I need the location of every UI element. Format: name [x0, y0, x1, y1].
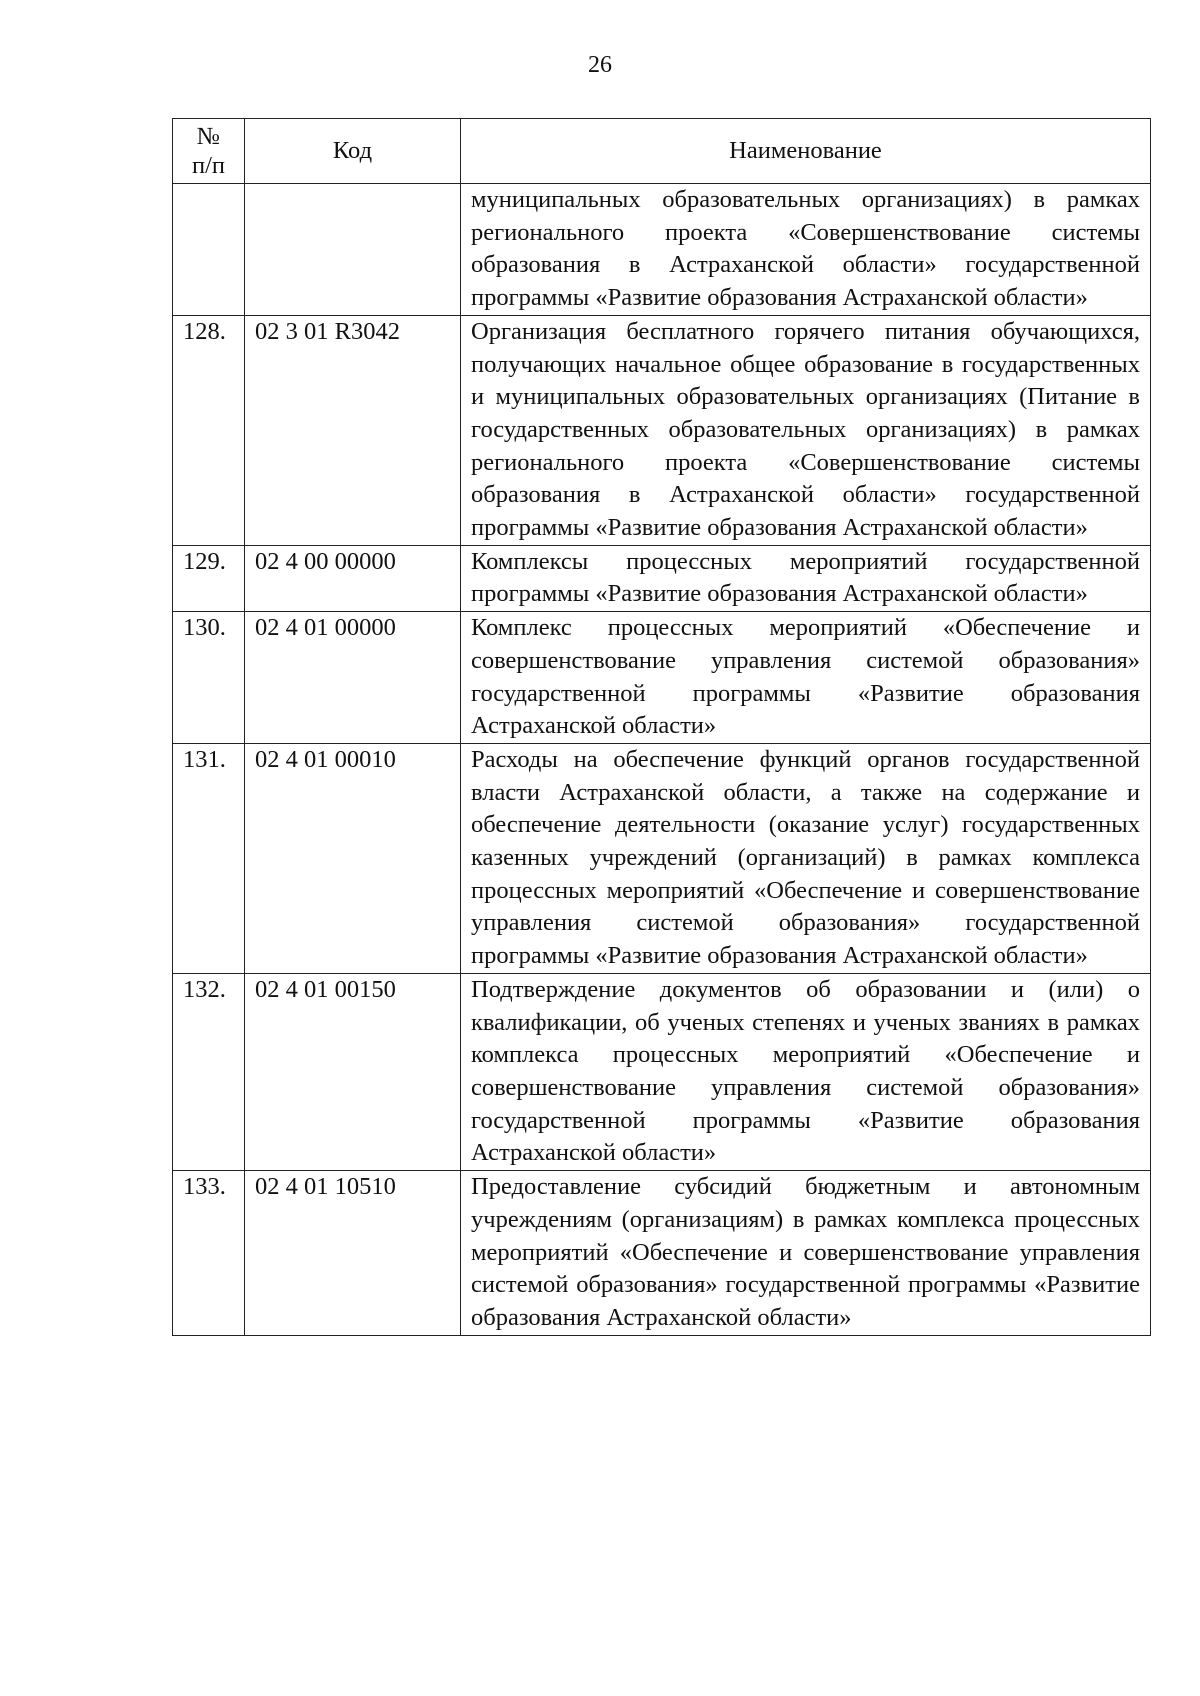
row-name: Организация бесплатного горячего питания обучающихся, получающих начальное общее образование в государственных и муниципальных образовательных организациях (Питание в государственных образовательных организациях) в рамках регионального проекта «Совершенствование системы образования в Астраханской области» государственной программы «Развитие образования Астраханской области»: [461, 315, 1151, 545]
table-row: [173, 612, 1151, 744]
row-name: Расходы на обеспечение функций органов государственной власти Астраханской области, а также на содержание и обеспечение деятельности (оказание услуг) государственных казенных учреждений (организаций) в рамках комплекса процессных мероприятий «Обеспечение и совершенствование управления системой образования» государственной программы «Развитие образования Астраханской области»: [461, 743, 1151, 973]
table-row: [173, 743, 1151, 973]
row-code: 02 4 01 10510: [245, 1171, 461, 1336]
row-code: 02 4 01 00010: [245, 743, 461, 973]
row-code: 02 4 01 00000: [245, 612, 461, 744]
header-name: Наименование: [461, 119, 1151, 184]
row-name: Комплексы процессных мероприятий государственной программы «Развитие образования Астраханской области»: [461, 545, 1151, 611]
row-code: [245, 184, 461, 316]
table-header-row: [173, 119, 1151, 184]
row-number: 130.: [173, 612, 245, 744]
header-number-line2: п/п: [191, 152, 226, 179]
page-number: 26: [588, 52, 612, 78]
table-row: [173, 184, 1151, 316]
row-number: 131.: [173, 743, 245, 973]
row-number: 128.: [173, 315, 245, 545]
header-number-line1: №: [196, 123, 221, 150]
header-number: [173, 119, 245, 184]
row-code: 02 3 01 R3042: [245, 315, 461, 545]
row-name: муниципальных образовательных организациях) в рамках регионального проекта «Совершенствование системы образования в Астраханской области» государственной программы «Развитие образования Астраханской области»: [461, 184, 1151, 316]
row-number: 132.: [173, 973, 245, 1170]
budget-classification-table: [172, 118, 1151, 1336]
row-number: [173, 184, 245, 316]
table-row: [173, 315, 1151, 545]
row-number: 129.: [173, 545, 245, 611]
table-row: [173, 973, 1151, 1170]
table-row: [173, 545, 1151, 611]
row-name: Предоставление субсидий бюджетным и автономным учреждениям (организациям) в рамках комплекса процессных мероприятий «Обеспечение и совершенствование управления системой образования» государственной программы «Развитие образования Астраханской области»: [461, 1171, 1151, 1336]
row-code: 02 4 00 00000: [245, 545, 461, 611]
row-name: Подтверждение документов об образовании и (или) о квалификации, об ученых степенях и ученых званиях в рамках комплекса процессных мероприятий «Обеспечение и совершенствование управления системой образования» государственной программы «Развитие образования Астраханской области»: [461, 973, 1151, 1170]
header-code: Код: [245, 119, 461, 184]
row-name: Комплекс процессных мероприятий «Обеспечение и совершенствование управления системой образования» государственной программы «Развитие образования Астраханской области»: [461, 612, 1151, 744]
table-row: [173, 1171, 1151, 1336]
row-code: 02 4 01 00150: [245, 973, 461, 1170]
row-number: 133.: [173, 1171, 245, 1336]
